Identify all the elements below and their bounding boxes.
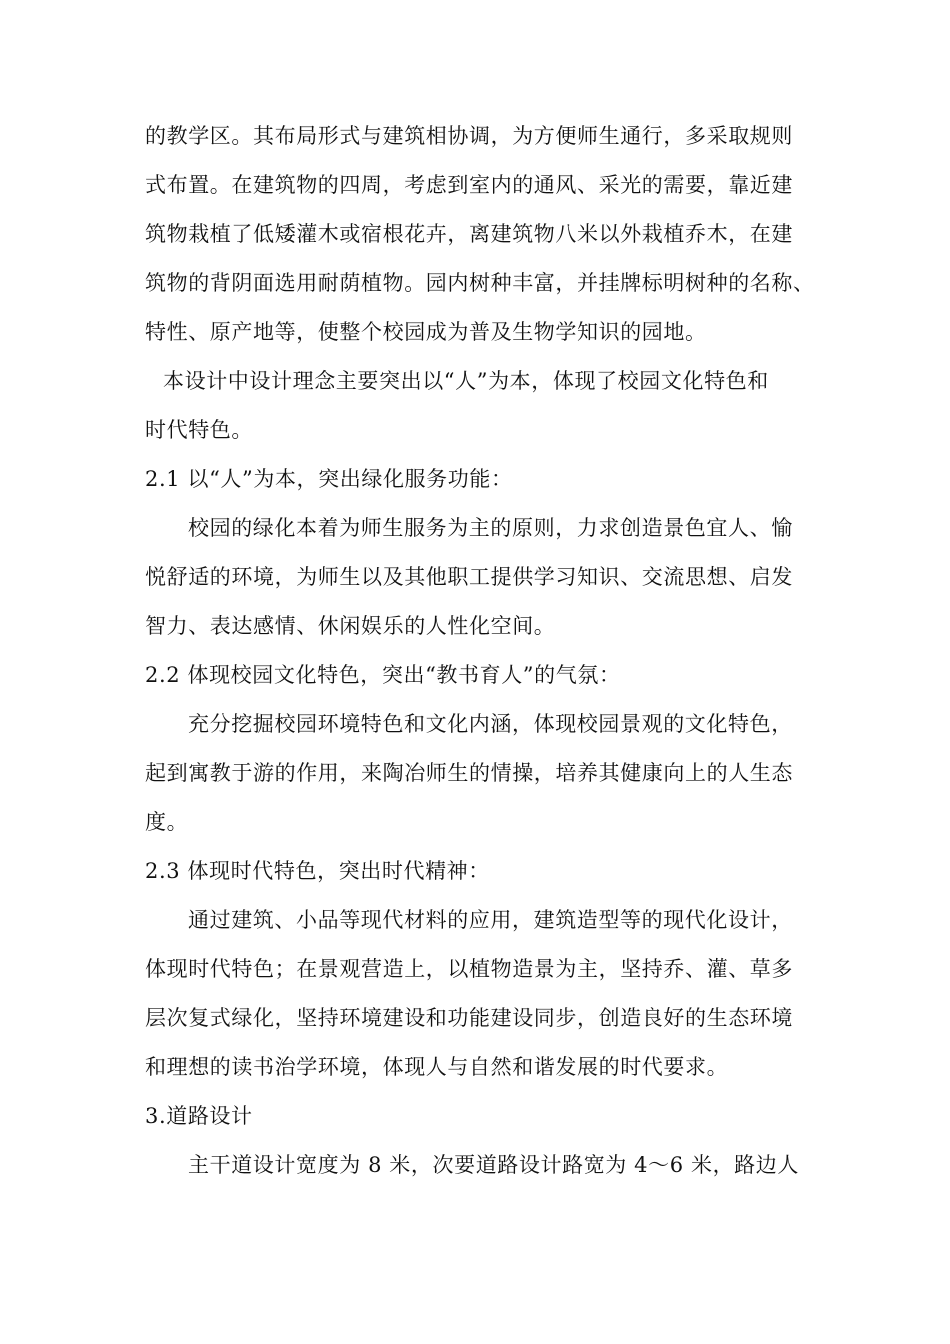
text-line: 时代特色。 — [145, 418, 253, 442]
paragraph-start-line: 主干道设计宽度为 8 米，次要道路设计路宽为 4～6 米，路边人 — [188, 1153, 799, 1177]
text-line: 层次复式绿化，坚持环境建设和功能建设同步，创造良好的生态环境 — [145, 1006, 793, 1030]
text-line: 智力、表达感情、休闲娱乐的人性化空间。 — [145, 614, 556, 638]
text-line: 悦舒适的环境，为师生以及其他职工提供学习知识、交流思想、启发 — [145, 565, 793, 589]
text-line: 体现时代特色；在景观营造上，以植物造景为主，坚持乔、灌、草多 — [145, 957, 793, 981]
text-line: 度。 — [145, 810, 189, 834]
text-line: 筑物栽植了低矮灌木或宿根花卉，离建筑物八米以外栽植乔木，在建 — [145, 222, 793, 246]
paragraph-start-line: 校园的绿化本着为师生服务为主的原则，力求创造景色宜人、愉 — [188, 516, 793, 540]
text-line: 筑物的背阴面选用耐荫植物。园内树种丰富，并挂牌标明树种的名称、 — [145, 271, 815, 295]
text-line: 式布置。在建筑物的四周，考虑到室内的通风、采光的需要，靠近建 — [145, 173, 793, 197]
text-line: 的教学区。其布局形式与建筑相协调，为方便师生通行，多采取规则 — [145, 124, 793, 148]
paragraph-start-line: 充分挖掘校园环境特色和文化内涵，体现校园景观的文化特色， — [188, 712, 793, 736]
text-line: 特性、原产地等，使整个校园成为普及生物学知识的园地。 — [145, 320, 707, 344]
text-line: 起到寓教于游的作用，来陶冶师生的情操，培养其健康向上的人生态 — [145, 761, 793, 785]
paragraph-start-line: 通过建筑、小品等现代材料的应用，建筑造型等的现代化设计， — [188, 908, 793, 932]
section-heading-2-1: 2.1 以“人”为本，突出绿化服务功能： — [145, 467, 513, 491]
section-heading-2-2: 2.2 体现校园文化特色，突出“教书育人”的气氛： — [145, 663, 621, 687]
section-heading-2-3: 2.3 体现时代特色，突出时代精神： — [145, 859, 490, 883]
text-line: 和理想的读书治学环境，体现人与自然和谐发展的时代要求。 — [145, 1055, 729, 1079]
section-heading-3: 3.道路设计 — [145, 1104, 253, 1128]
paragraph-start-line: 本设计中设计理念主要突出以“人”为本，体现了校园文化特色和 — [163, 369, 769, 393]
